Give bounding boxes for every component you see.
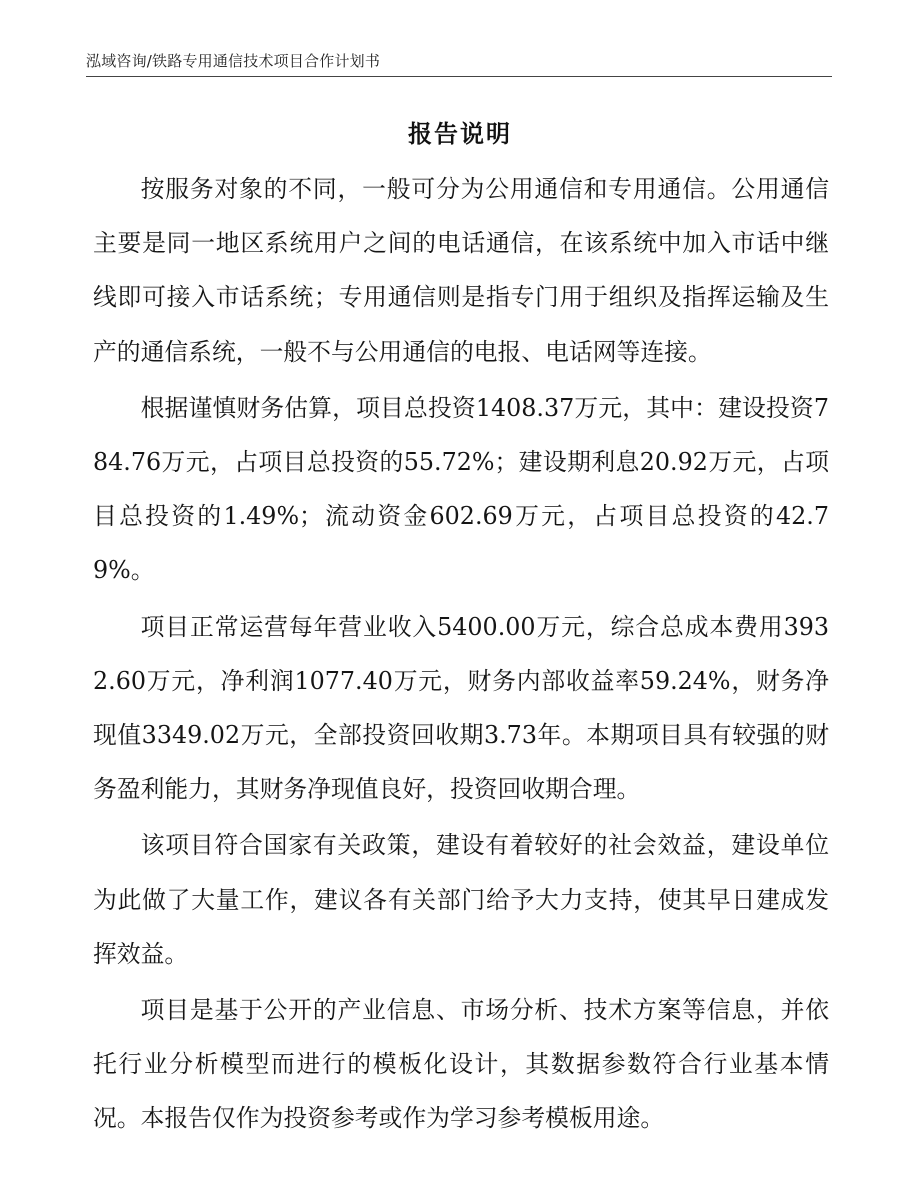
paragraph-investment-summary: 根据谨慎财务估算，项目总投资1408.37万元，其中：建设投资784.76万元，占项目总投资的55.72%；建设期利息20.92万元，占项目总投资的1.49%；流动资金602.69万元，占项目总投资的42.79%。: [93, 393, 829, 585]
paragraph-financial-indicators: 项目正常运营每年营业收入5400.00万元，综合总成本费用3932.60万元，净利润1077.40万元，财务内部收益率59.24%，财务净现值3349.02万元，全部投资回收期3.73年。本期项目具有较强的财务盈利能力，其财务净现值良好，投资回收期合理。: [93, 612, 829, 804]
document-body: [93, 162, 829, 1148]
header-divider: [86, 76, 832, 77]
paragraph-report-disclaimer: 项目是基于公开的产业信息、市场分析、技术方案等信息，并依托行业分析模型而进行的模板化设计，其数据参数符合行业基本情况。本报告仅作为投资参考或作为学习参考模板用途。: [93, 996, 829, 1133]
document-title: 报告说明: [408, 120, 512, 148]
paragraph-communication-types: 按服务对象的不同，一般可分为公用通信和专用通信。公用通信主要是同一地区系统用户之间的电话通信，在该系统中加入市话中继线即可接入市话系统；专用通信则是指专门用于组织及指挥运输及生产的通信系统，一般不与公用通信的电报、电话网等连接。: [93, 175, 829, 366]
running-header: 泓域咨询/铁路专用通信技术项目合作计划书: [86, 52, 381, 70]
paragraph-project-benefits: 该项目符合国家有关政策，建设有着较好的社会效益，建设单位为此做了大量工作，建议各有关部门给予大力支持，使其早日建成发挥效益。: [93, 831, 829, 968]
